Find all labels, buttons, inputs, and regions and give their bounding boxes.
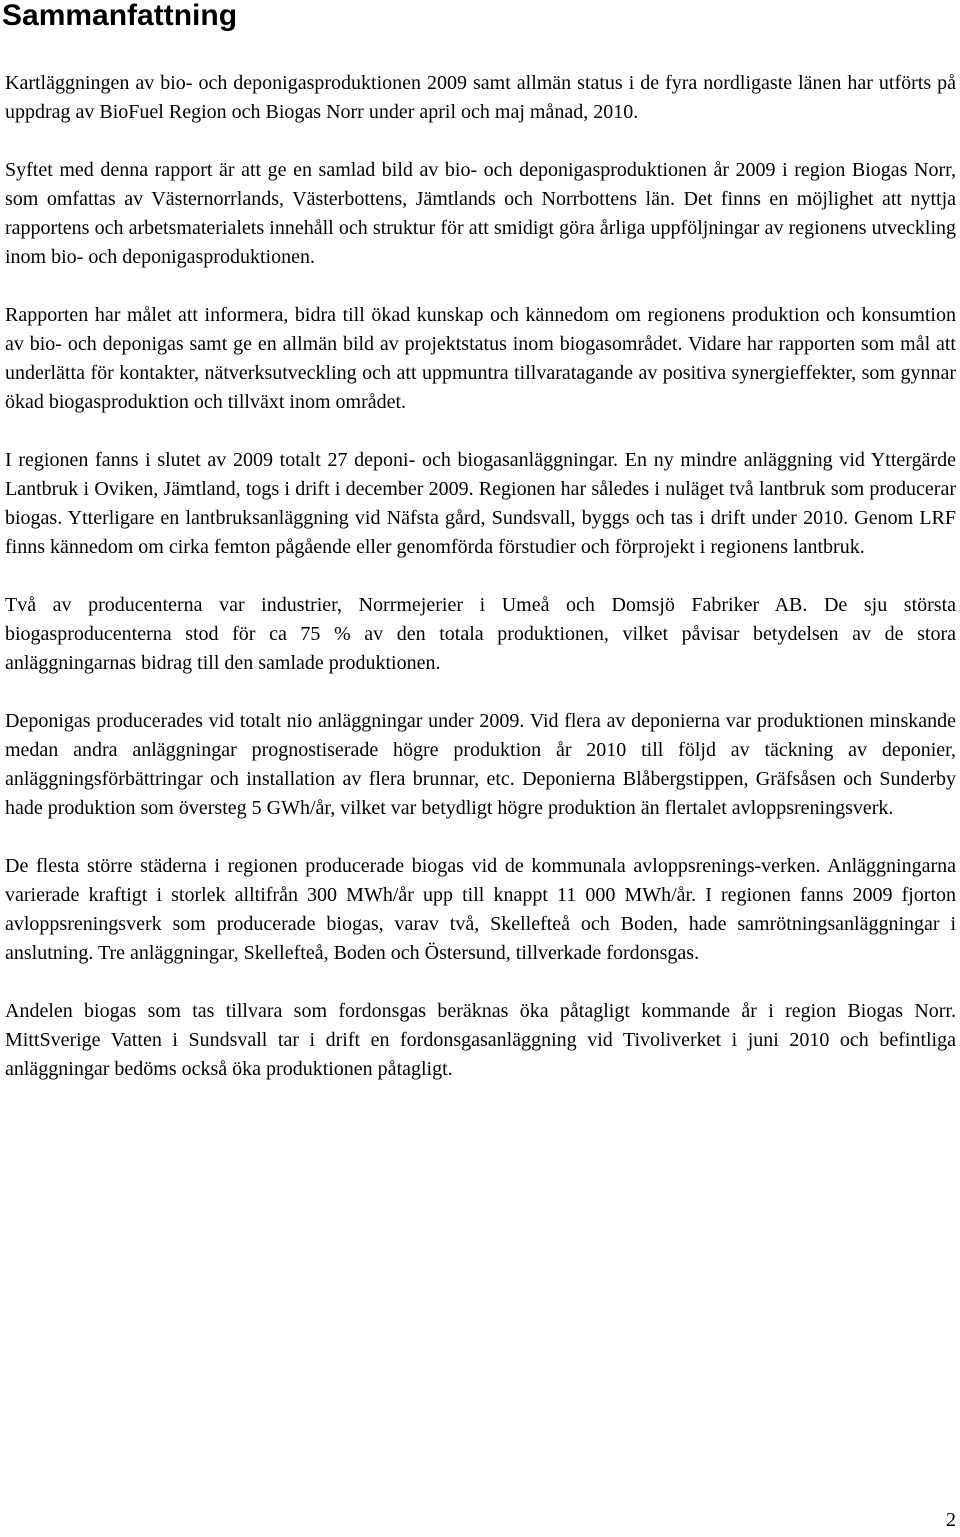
page-number: 2 (946, 1509, 956, 1531)
paragraph-intro: Kartläggningen av bio- och deponigasproduktionen 2009 samt allmän status i de fyra nordligaste länen har utförts på uppdrag av BioFuel Region och Biogas Norr under april och maj månad, 2010. (5, 72, 956, 123)
paragraph-vehicle-gas: Andelen biogas som tas tillvara som fordonsgas beräknas öka påtagligt kommande år i region Biogas Norr. MittSverige Vatten i Sundsvall tar i drift en fordonsgasanläggning vid Tivoliverket i juni 2010 och befintliga anläggningar bedöms också öka produktionen påtagligt. (5, 1000, 956, 1080)
page-title: Sammanfattning (2, 0, 238, 32)
paragraph-facilities: I regionen fanns i slutet av 2009 totalt 27 deponi- och biogasanläggningar. En ny mindre anläggning vid Yttergärde Lantbruk i Oviken, Jämtland, togs i drift i december 2009. Regionen har således i nuläget två lantbruk som producerar biogas. Ytterligare en lantbruksanläggning vid Näfsta gård, Sundsvall, byggs och tas i drift under 2010. Genom LRF finns kännedom om cirka femton pågående eller genomförda förstudier och förprojekt i regionens lantbruk. (5, 449, 956, 558)
paragraph-purpose: Syftet med denna rapport är att ge en samlad bild av bio- och deponigasproduktionen år 2009 i region Biogas Norr, som omfattas av Västernorrlands, Västerbottens, Jämtlands och Norrbottens län. Det finns en möjlighet att nyttja rapportens och arbetsmaterialets innehåll och struktur för att smidigt göra årliga uppföljningar av regionens utveckling inom bio- och deponigasproduktionen. (5, 159, 956, 268)
paragraph-wastewater: De flesta större städerna i regionen producerade biogas vid de kommunala avloppsrenings-verken. Anläggningarna varierade kraftigt i storlek alltifrån 300 MWh/år upp till knappt 11 000 MWh/år. I regionen fanns 2009 fjorton avloppsreningsverk som producerade biogas, varav två, Skellefteå och Boden, hade samrötningsanläggningar i anslutning. Tre anläggningar, Skellefteå, Boden och Östersund, tillverkade fordonsgas. (5, 855, 956, 964)
paragraph-producers: Två av producenterna var industrier, Norrmejerier i Umeå och Domsjö Fabriker AB. De sju största biogasproducenterna stod för ca 75 % av den totala produktionen, vilket påvisar betydelsen av de stora anläggningarnas bidrag till den samlade produktionen. (5, 594, 956, 674)
paragraph-goals: Rapporten har målet att informera, bidra till ökad kunskap och kännedom om regionens produktion och konsumtion av bio- och deponigas samt ge en allmän bild av projektstatus inom biogasområdet. Vidare har rapporten som mål att underlätta för kontakter, nätverksutveckling och att uppmuntra tillvaratagande av positiva synergieffekter, som gynnar ökad biogasproduktion och tillväxt inom området. (5, 304, 956, 413)
body-text (5, 69, 956, 1113)
paragraph-landfill-gas: Deponigas producerades vid totalt nio anläggningar under 2009. Vid flera av deponierna var produktionen minskande medan andra anläggningar prognostiserade högre produktion år 2010 till följd av täckning av deponier, anläggningsförbättringar och installation av flera brunnar, etc. Deponierna Blåbergstippen, Gräfsåsen och Sunderby hade produktion som översteg 5 GWh/år, vilket var betydligt högre produktion än flertalet avloppsreningsverk. (5, 710, 956, 819)
